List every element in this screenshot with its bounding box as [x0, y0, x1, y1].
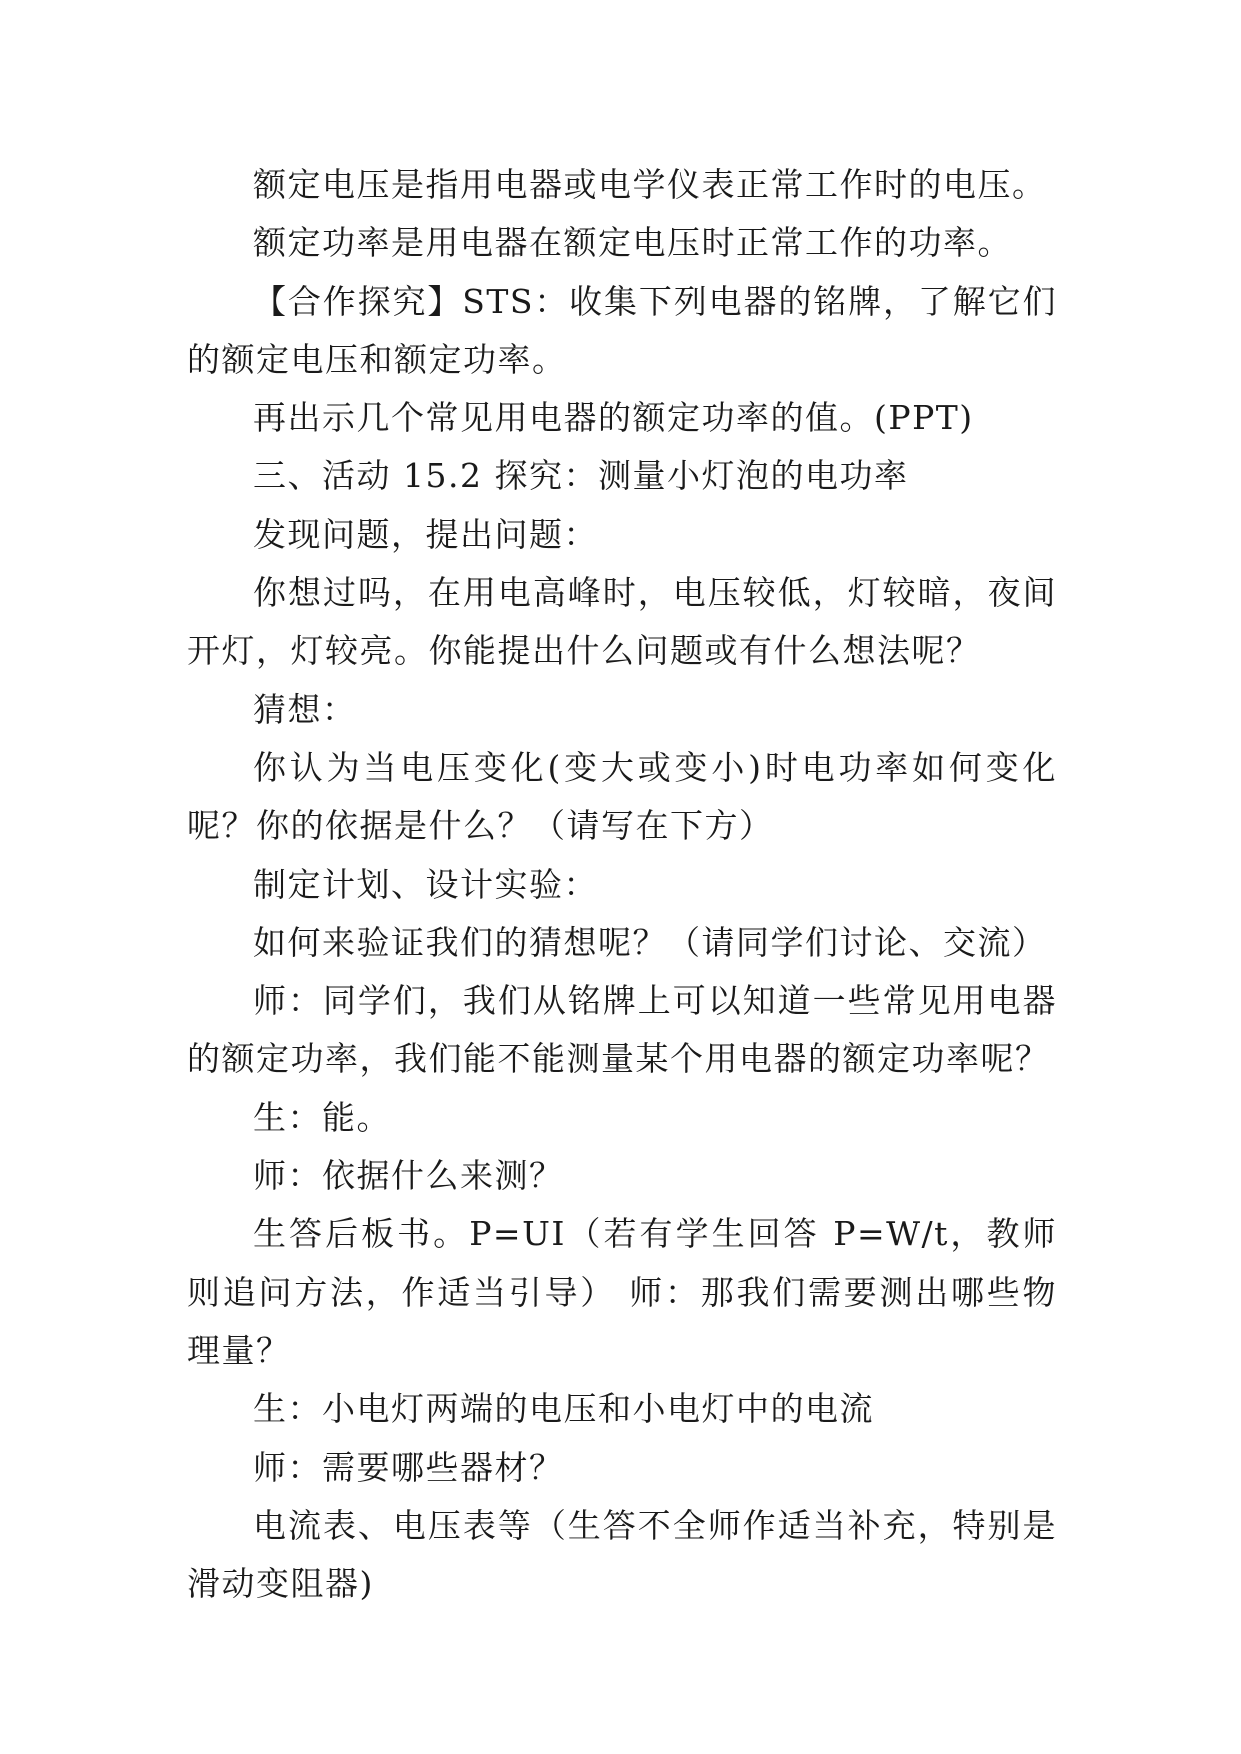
paragraph-plan-experiment: 制定计划、设计实验： [253, 864, 598, 904]
section-heading-activity: 三、活动 15.2 探究：测量小灯泡的电功率 [253, 456, 909, 496]
paragraph-board-formula: 生答后板书。P=UI（若有学生回答 P=W/t，教师则追问方法，作适当引导） 师：那我们需要测出哪些物理量？ [187, 1214, 1058, 1370]
paragraph-voltage-change-question: 你认为当电压变化(变大或变小)时电功率如何变化呢？你的依据是什么？（请写在下方） [187, 747, 1057, 846]
paragraph-peak-hour-question: 你想过吗，在用电高峰时，电压较低，灯较暗，夜间开灯，灯较亮。你能提出什么问题或有什么想法呢？ [187, 573, 1057, 671]
paragraph-verify-guess: 如何来验证我们的猜想呢？（请同学们讨论、交流） [253, 922, 1047, 962]
paragraph-rated-power-definition: 额定功率是用电器在额定电压时正常工作的功率。 [253, 223, 1012, 263]
paragraph-show-ppt: 再出示几个常见用电器的额定功率的值。(PPT) [253, 398, 974, 438]
paragraph-teacher-equipment: 师：需要哪些器材？ [253, 1447, 564, 1487]
paragraph-student-yes: 生：能。 [253, 1097, 391, 1137]
paragraph-equipment-list: 电流表、电压表等（生答不全师作适当补充，特别是滑动变阻器) [187, 1505, 1057, 1604]
paragraph-find-question: 发现问题，提出问题： [253, 514, 598, 554]
paragraph-teacher-nameplate: 师：同学们，我们从铭牌上可以知道一些常见用电器的额定功率，我们能不能测量某个用电器的额定功率呢？ [187, 981, 1057, 1079]
paragraph-student-quantities: 生：小电灯两端的电压和小电灯中的电流 [253, 1389, 874, 1429]
document-body [187, 156, 1057, 1613]
paragraph-teacher-basis: 师：依据什么来测？ [253, 1156, 564, 1196]
paragraph-rated-voltage-definition: 额定电压是指用电器或电学仪表正常工作时的电压。 [253, 165, 1047, 204]
paragraph-cooperative-inquiry: 【合作探究】STS：收集下列电器的铭牌，了解它们的额定电压和额定功率。 [187, 281, 1057, 379]
paragraph-guess: 猜想： [253, 689, 357, 729]
